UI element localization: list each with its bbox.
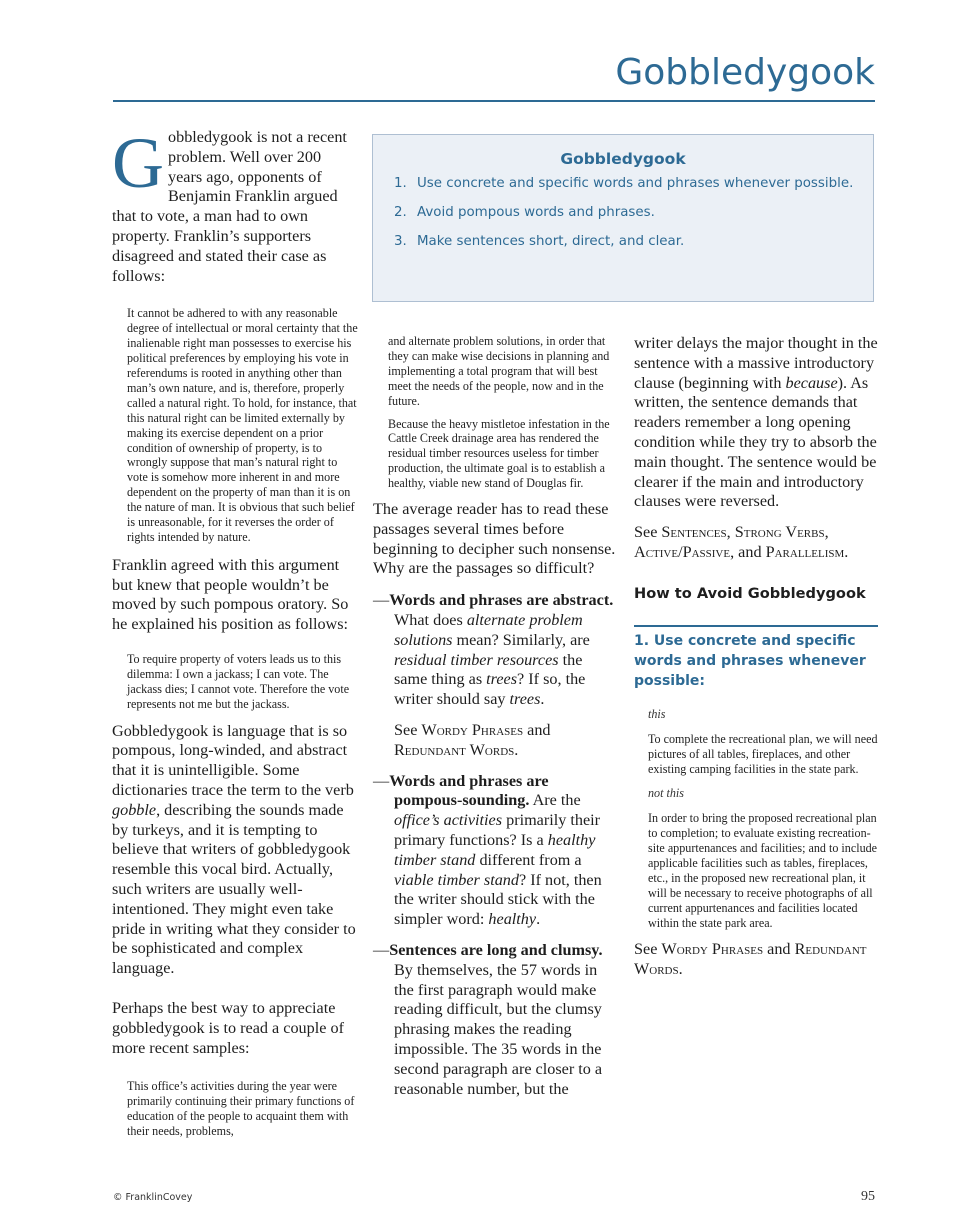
summary-item-text: Use concrete and specific words and phrases whenever possible. [417,176,854,191]
see-text: See [634,939,662,958]
page-title: Gobbledygook [615,52,875,93]
cross-reference: Strong Verbs [734,523,825,542]
dash: — [373,591,390,610]
reader-paragraph: The average reader has to read these passages several times before beginning to decipher such nonsense. Why are the passages so difficult? [373,500,616,578]
franklin-opponents-quote: It cannot be adhered to with any reasonable degree of intellectual or moral certainty that the inalienable right man possesses to exercise his political preferences by employing his vote in referendums is rooted in anything other than man’s own nature, and is, therefore, properly called a natural right. To hold, for instance, that this natural right can be limited externally by making its exercise dependent on a prior condition of ownership of property, is to wrongly suppose that man’s natural right to vote is somehow more inherent in and more dependent on the property of man than it is on the nature of man. It is obvious that such belief is unreasonable, for it reverses the order of rights intended by nature. [127,306,358,544]
see-also-wordy [373,721,619,761]
reason-text: . [540,690,545,709]
bad-example: In order to bring the proposed recreational plan to completion; to evaluate existing recreation-site appurtenances and facilities; and to include applicable facilities such as tables, fireplaces, etc., in the proposed new recreational plan, it will be necessary to receive photographs of all current appurtenances and facilities located within the state park area. [648,811,878,930]
column-left [112,123,358,1139]
column-right [634,334,878,979]
reason-emphasis: office’s activities [394,811,503,830]
reason-emphasis: viable timber stand [394,870,519,889]
see-also-sentences [634,523,878,563]
reason-heading: Sentences are long and clumsy. [389,941,603,959]
definition-text: Gobbledygook is language that is so pompous, long-winded, and abstract that it is unintelligible. Some dictionaries trace the term to the verb [112,721,354,800]
see-text: . [844,542,849,561]
cross-reference: Redundant Words [634,939,867,978]
paragraph-text: ). As written, the sentence demands that readers remember a long opening condition while they try to absorb the main thought. The sentence would be clearer if the main and introductory clauses were reversed. [634,373,877,511]
drop-cap: G [112,123,164,203]
summary-item-number: 3. [394,234,407,249]
paragraph-emphasis: because [785,373,838,392]
reason-text: . [536,910,541,929]
franklin-paragraph: Franklin agreed with this argument but knew that people wouldn’t be moved by such pompous oratory. So he explained his position as follows: [112,555,349,634]
section-rule [634,625,878,627]
intro-paragraph [112,123,358,286]
reason-emphasis: healthy timber stand [394,831,596,869]
jackass-quote: To require property of voters leads us to this dilemma: I own a jackass; I can vote. The jackass dies; I cannot vote. Therefore the vote represents not me but the jackass. [127,652,350,711]
samples-paragraph: Perhaps the best way to appreciate gobbledygook is to read a couple of more recent samples: [112,999,344,1057]
see-text: . [514,740,519,759]
good-example: To complete the recreational plan, we will need pictures of all tables, fireplaces, and other existing camping facilities in the state park. [648,731,878,776]
definition-paragraph [112,722,358,979]
definition-text: , describing the sounds made by turkeys, and it is tempting to believe that writers of gobbledygook resemble this vocal bird. Actually, such writers are usually well-intentioned. They might even take pride in writing what they consider to be sophisticated and complex language. [112,800,356,978]
see-text: and [523,721,551,740]
summary-item-number: 1. [394,176,407,191]
summary-item-text: Avoid pompous words and phrases. [417,205,655,220]
reason-emphasis: healthy [488,910,537,929]
cross-reference: Redundant Words [394,740,515,759]
see-text: See [394,721,422,740]
this-label: this [648,706,666,721]
dash: — [373,941,390,959]
reason-long [373,941,619,1099]
cross-reference: Active/Passive [634,542,731,561]
reason-text: ? If not, then the writer should stick with the simpler word: [394,870,602,929]
cross-reference: Parallelism [765,542,845,561]
title-rule [113,100,875,102]
summary-box [372,134,874,302]
see-text: , [726,523,735,542]
summary-box-title: Gobbledygook [560,150,686,168]
reason-abstract [373,591,619,710]
reason-text: What does [394,611,467,630]
reason-text: primarily their primary functions? Is a [394,811,601,850]
section-heading: How to Avoid Gobbledygook [634,584,866,602]
reason-emphasis: residual timber resources [394,650,559,669]
dash: — [373,771,390,790]
summary-item [394,205,873,221]
cross-reference: Wordy Phrases [661,939,764,958]
reason-text: different from a [475,850,582,869]
intro-text: obbledygook is not a recent problem. Well over 200 years ago, opponents of Benjamin Franklin argued that to vote, a man had to own property. Franklin’s supporters disagreed and stated their case as follows: [112,128,347,285]
cross-reference: Sentences [661,523,727,542]
page-number: 95 [861,1189,875,1204]
section-subheading: 1. Use concrete and specific words and phrases whenever possible: [634,632,866,689]
reason-heading: Words and phrases are abstract. [389,591,614,610]
reason-text: ? If so, the writer should say [394,670,586,709]
cross-reference: Wordy Phrases [421,721,524,740]
continued-paragraph [634,334,878,512]
reason-text: the same thing as [394,650,583,689]
paragraph-text: writer delays the major thought in the sentence with a massive introductory clause (beginning with [634,334,878,392]
summary-item [394,176,873,192]
see-text: See [634,523,662,542]
see-also-wordy-right [634,940,878,980]
summary-item [394,234,873,250]
see-text: , and [730,542,766,561]
reason-text: Are the [529,791,581,810]
summary-item-number: 2. [394,205,407,220]
see-text: . [678,959,683,978]
definition-emphasis: gobble [112,800,157,819]
office-quote-continued: and alternate problem solutions, in order that they can make wise decisions in planning and implementing a total program that will best meet the needs of the people, now and in the future. [388,334,610,408]
see-text: , [824,523,829,542]
reason-emphasis: trees [486,670,518,689]
reason-emphasis: alternate problem solutions [394,611,583,649]
reason-pompous [373,772,619,930]
see-text: and [763,939,795,958]
reason-emphasis: trees [509,690,541,709]
column-middle [373,334,619,1099]
mistletoe-quote: Because the heavy mistletoe infestation in the Cattle Creek drainage area has rendered the residual timber resources useless for timber production, the ultimate goal is to establish a healthy, viable new stand of Douglas fir. [388,416,610,491]
summary-list [394,176,873,250]
office-quote: This office’s activities during the year were primarily continuing their primary functions of education of the people to acquaint them with their needs, problems, [127,1079,355,1139]
reason-text: By themselves, the 57 words in the first paragraph would make reading difficult, but the clumsy phrasing makes the reading impossible. The 35 words in the second paragraph are closer to a reasonable number, but the [394,960,603,1098]
reason-text: mean? Similarly, are [452,630,590,649]
footer-copyright: © FranklinCovey [113,1192,193,1203]
not-this-label: not this [648,786,684,801]
reason-heading: Words and phrases are pompous-sounding. [389,771,549,810]
summary-item-text: Make sentences short, direct, and clear. [417,234,685,249]
